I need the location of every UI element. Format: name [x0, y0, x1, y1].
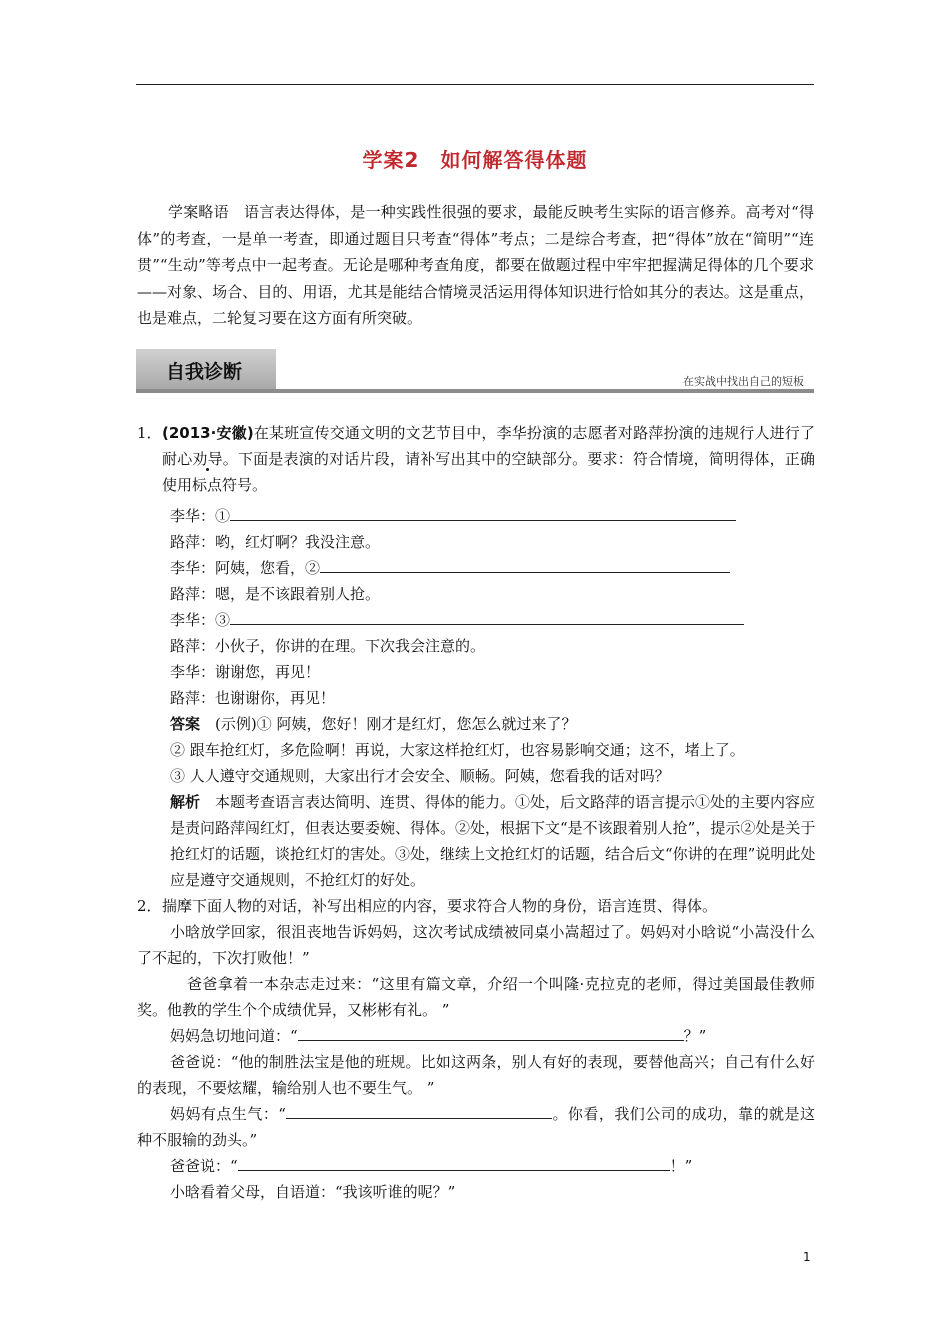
page-number: 1: [803, 1250, 811, 1264]
answer-line: ② 跟车抢红灯，多危险啊！再说，大家这样抢红灯，也容易影响交通；这不，堵上了。: [170, 741, 745, 759]
analysis: 解析 本题考查语言表达简明、连贯、得体的能力。①处，后文路萍的语言提示①处的主要内容应是责问路萍闯红灯，但表达要委婉、得体。②处，根据下文“是不该跟着别人抢”，提示②处是关于抢红灯的话题，谈抢红灯的害处。③处，继续上文抢红灯的话题，结合后文“你讲的在理”说明此处应是遵守交通规则，不抢红灯的好处。: [170, 793, 816, 889]
question-source: (2013·安徽): [162, 424, 254, 442]
section-title: 自我诊断: [166, 361, 243, 383]
dialog-line: 路萍：也谢谢你，再见！: [170, 689, 336, 707]
intro-paragraph: 学案略语 语言表达得体，是一种实践性很强的要求，最能反映考生实际的语言修养。高考对“得体”的考查，一是单一考查，即通过题目只考查“得体”考点；二是综合考查，把“得体”放在“简明”“连贯”“生动”等考点中一起考查。无论是哪种考查角度，都要在做题过程中牢牢把握满足得体的几个要求——对象、场合、目的、用语，尤其是能结合情境灵活运用得体知识进行恰如其分的表达。这是重点，也是难点，二轮复习要在这方面有所突破。: [137, 203, 814, 327]
question-number: 1．: [137, 424, 162, 442]
dialog-line: 李华：阿姨，您看，②: [170, 555, 730, 581]
analysis-label: 解析: [170, 793, 201, 811]
emphasis-word: 劝导: [192, 450, 223, 468]
stem-text: 。下面是表演的对话片段，请补写出其中的空缺部分。要求：符合情境，简明得体，正确使用标点符号。: [162, 450, 815, 494]
section-header: [136, 349, 814, 394]
answer-blank[interactable]: [286, 1101, 552, 1119]
question-1: [137, 420, 815, 498]
dialog-line: 路萍：嗯，是不该跟着别人抢。: [170, 585, 381, 603]
question-stem: [137, 420, 815, 498]
section-divider: [136, 389, 814, 393]
dialog-line: 李华：①: [170, 503, 736, 529]
passage-paragraph: 小晗放学回家，很沮丧地告诉妈妈，这次考试成绩被同桌小嵩超过了。妈妈对小晗说“小嵩没什么了不起的，下次打败他！”: [137, 923, 815, 967]
section-subtitle: 在实战中找出自己的短板: [683, 375, 804, 388]
answer-line: ③ 人人遵守交通规则，大家出行才会安全、顺畅。阿姨，您看我的话对吗？: [170, 767, 670, 785]
header-rule: [136, 84, 814, 85]
question-2: [137, 893, 815, 919]
passage-paragraph: 爸爸说：“他的制胜法宝是他的班规。比如这两条，别人有好的表现，要替他高兴；自己有什么好的表现，不要炫耀，输给别人也不要生气。 ”: [137, 1053, 815, 1097]
question-number: 2．: [137, 897, 162, 915]
dialog-line: 路萍：哟，红灯啊？我没注意。: [170, 533, 381, 551]
answer-blank[interactable]: [298, 1023, 684, 1041]
answer-blank[interactable]: [230, 503, 736, 521]
answer-blank[interactable]: [238, 1153, 670, 1171]
passage-line: 妈妈急切地问道：“ ？”: [170, 1023, 706, 1049]
answer-blank[interactable]: [230, 607, 744, 625]
dialog-line: 路萍：小伙子，你讲的在理。下次我会注意的。: [170, 637, 486, 655]
page-title: 学案2 如何解答得体题: [362, 148, 588, 172]
passage-line: 小晗看着父母，自语道：“我该听谁的呢？”: [170, 1183, 456, 1201]
passage-paragraph: 妈妈有点生气：“ 。你看，我们公司的成功，靠的就是这种不服输的劲头。”: [137, 1101, 815, 1153]
passage-line: 爸爸说：“ ！”: [170, 1153, 692, 1179]
stem-text: 在某班宣传交通文明的文艺节目中，李华扮演的志愿者对路萍扮演的违规行人进行了耐心: [162, 424, 815, 468]
question-stem: 揣摩下面人物的对话，补写出相应的内容，要求符合人物的身份，语言连贯、得体。: [162, 897, 718, 915]
dialog-line: 李华：谢谢您，再见！: [170, 663, 321, 681]
dialog-line: 李华：③: [170, 607, 744, 633]
passage-paragraph: 爸爸拿着一本杂志走过来：“这里有篇文章，介绍一个叫隆·克拉克的老师，得过美国最佳教师奖。他教的学生个个成绩优异，又彬彬有礼。 ”: [137, 975, 815, 1019]
answer-label: 答案: [170, 715, 201, 733]
answer-blank[interactable]: [320, 555, 730, 573]
answer-line: 答案 (示例)① 阿姨，您好！刚才是红灯，您怎么就过来了？: [170, 715, 577, 733]
